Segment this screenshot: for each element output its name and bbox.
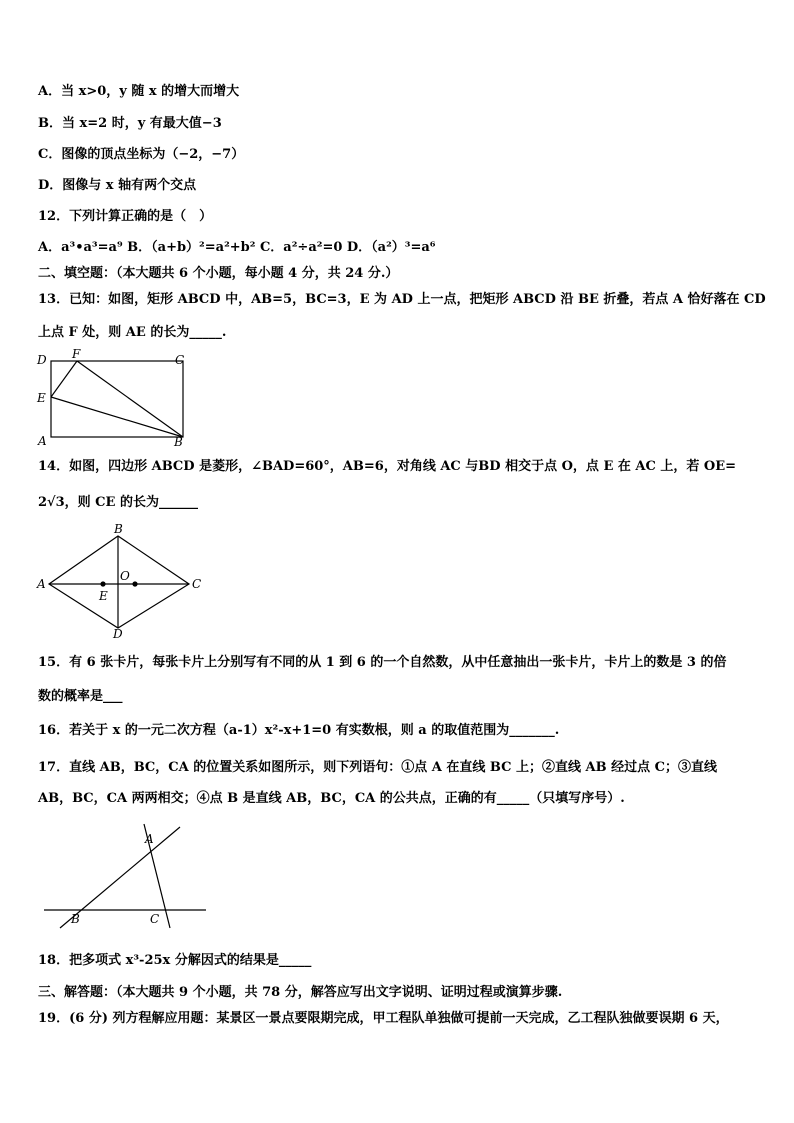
- label-a: A: [38, 434, 47, 448]
- question-14-line-1: 14．如图，四边形 ABCD 是菱形，∠BAD=60°，AB=6，对角线 AC 与BD 相交于点 O，点 E 在 AC 上，若 OE=: [38, 459, 737, 474]
- label-b: B: [114, 523, 123, 536]
- figure-13-rectangle: [34, 345, 194, 449]
- label-c: C: [192, 577, 202, 591]
- question-13-line-1: 13．已知：如图，矩形 ABCD 中，AB=5，BC=3，E 为 AD 上一点，把矩形 ABCD 沿 BE 折叠，若点 A 恰好落在 CD: [38, 292, 766, 307]
- point-o-dot: [132, 581, 137, 586]
- label-d: D: [113, 627, 123, 641]
- question-16: 16．若关于 x 的一元二次方程（a-1）x²-x+1=0 有实数根，则 a 的取值范围为_______.: [38, 723, 560, 738]
- segment-ef: [51, 361, 77, 397]
- label-d: D: [37, 353, 47, 367]
- label-c: C: [175, 353, 185, 367]
- question-13-line-2: 上点 F 处，则 AE 的长为_____.: [38, 325, 227, 340]
- label-b: B: [71, 912, 80, 926]
- question-12: 12．下列计算正确的是（ ）: [38, 209, 213, 224]
- point-e: [100, 581, 105, 586]
- label-f: F: [72, 347, 81, 361]
- option-a: A．当 x>0，y 随 x 的增大而增大: [38, 84, 240, 99]
- label-o: O: [120, 569, 130, 583]
- label-a: A: [145, 832, 154, 846]
- section-3-heading: 三、解答题：（本大题共 9 个小题，共 78 分，解答应写出文字说明、证明过程或演算步骤.: [38, 985, 563, 1000]
- question-15-line-2: 数的概率是___: [38, 689, 123, 704]
- label-e: E: [37, 391, 46, 405]
- question-18: 18．把多项式 x³-25x 分解因式的结果是_____: [38, 953, 312, 968]
- option-d: D．图像与 x 轴有两个交点: [38, 178, 197, 193]
- question-17-line-1: 17．直线 AB，BC，CA 的位置关系如图所示，则下列语句：①点 A 在直线 BC 上；②直线 AB 经过点 C；③直线: [38, 760, 717, 775]
- figure-17-lines: [38, 822, 210, 930]
- question-12-options: A．a³•a³=a⁹ B．（a+b）²=a²+b² C．a²÷a²=0 D．（a²）³=a⁶: [38, 240, 436, 255]
- label-e: E: [99, 589, 108, 603]
- segment-be: [51, 397, 183, 437]
- question-15-line-1: 15．有 6 张卡片，每张卡片上分别写有不同的从 1 到 6 的一个自然数，从中任意抽出一张卡片，卡片上的数是 3 的倍: [38, 655, 727, 670]
- section-2-heading: 二、填空题：（本大题共 6 个小题，每小题 4 分，共 24 分.）: [38, 266, 399, 281]
- option-b: B．当 x=2 时，y 有最大值−3: [38, 116, 222, 131]
- question-14-line-2: 2√3，则 CE 的长为______: [38, 495, 198, 510]
- option-c: C．图像的顶点坐标为（−2，−7）: [38, 147, 245, 162]
- figure-14-rhombus: [34, 523, 210, 643]
- label-b: B: [174, 435, 183, 449]
- question-19: 19．(6 分) 列方程解应用题：某景区一景点要限期完成，甲工程队单独做可提前一天完成，乙工程队独做要误期 6 天，: [38, 1011, 729, 1026]
- segment-fb: [77, 361, 183, 437]
- rhombus-abcd: [49, 536, 189, 628]
- question-17-line-2: AB，BC，CA 两两相交；④点 B 是直线 AB，BC，CA 的公共点，正确的有_____（只填写序号）.: [38, 791, 625, 806]
- label-c: C: [150, 912, 160, 926]
- label-a: A: [37, 577, 46, 591]
- rect-abcd: [51, 361, 183, 437]
